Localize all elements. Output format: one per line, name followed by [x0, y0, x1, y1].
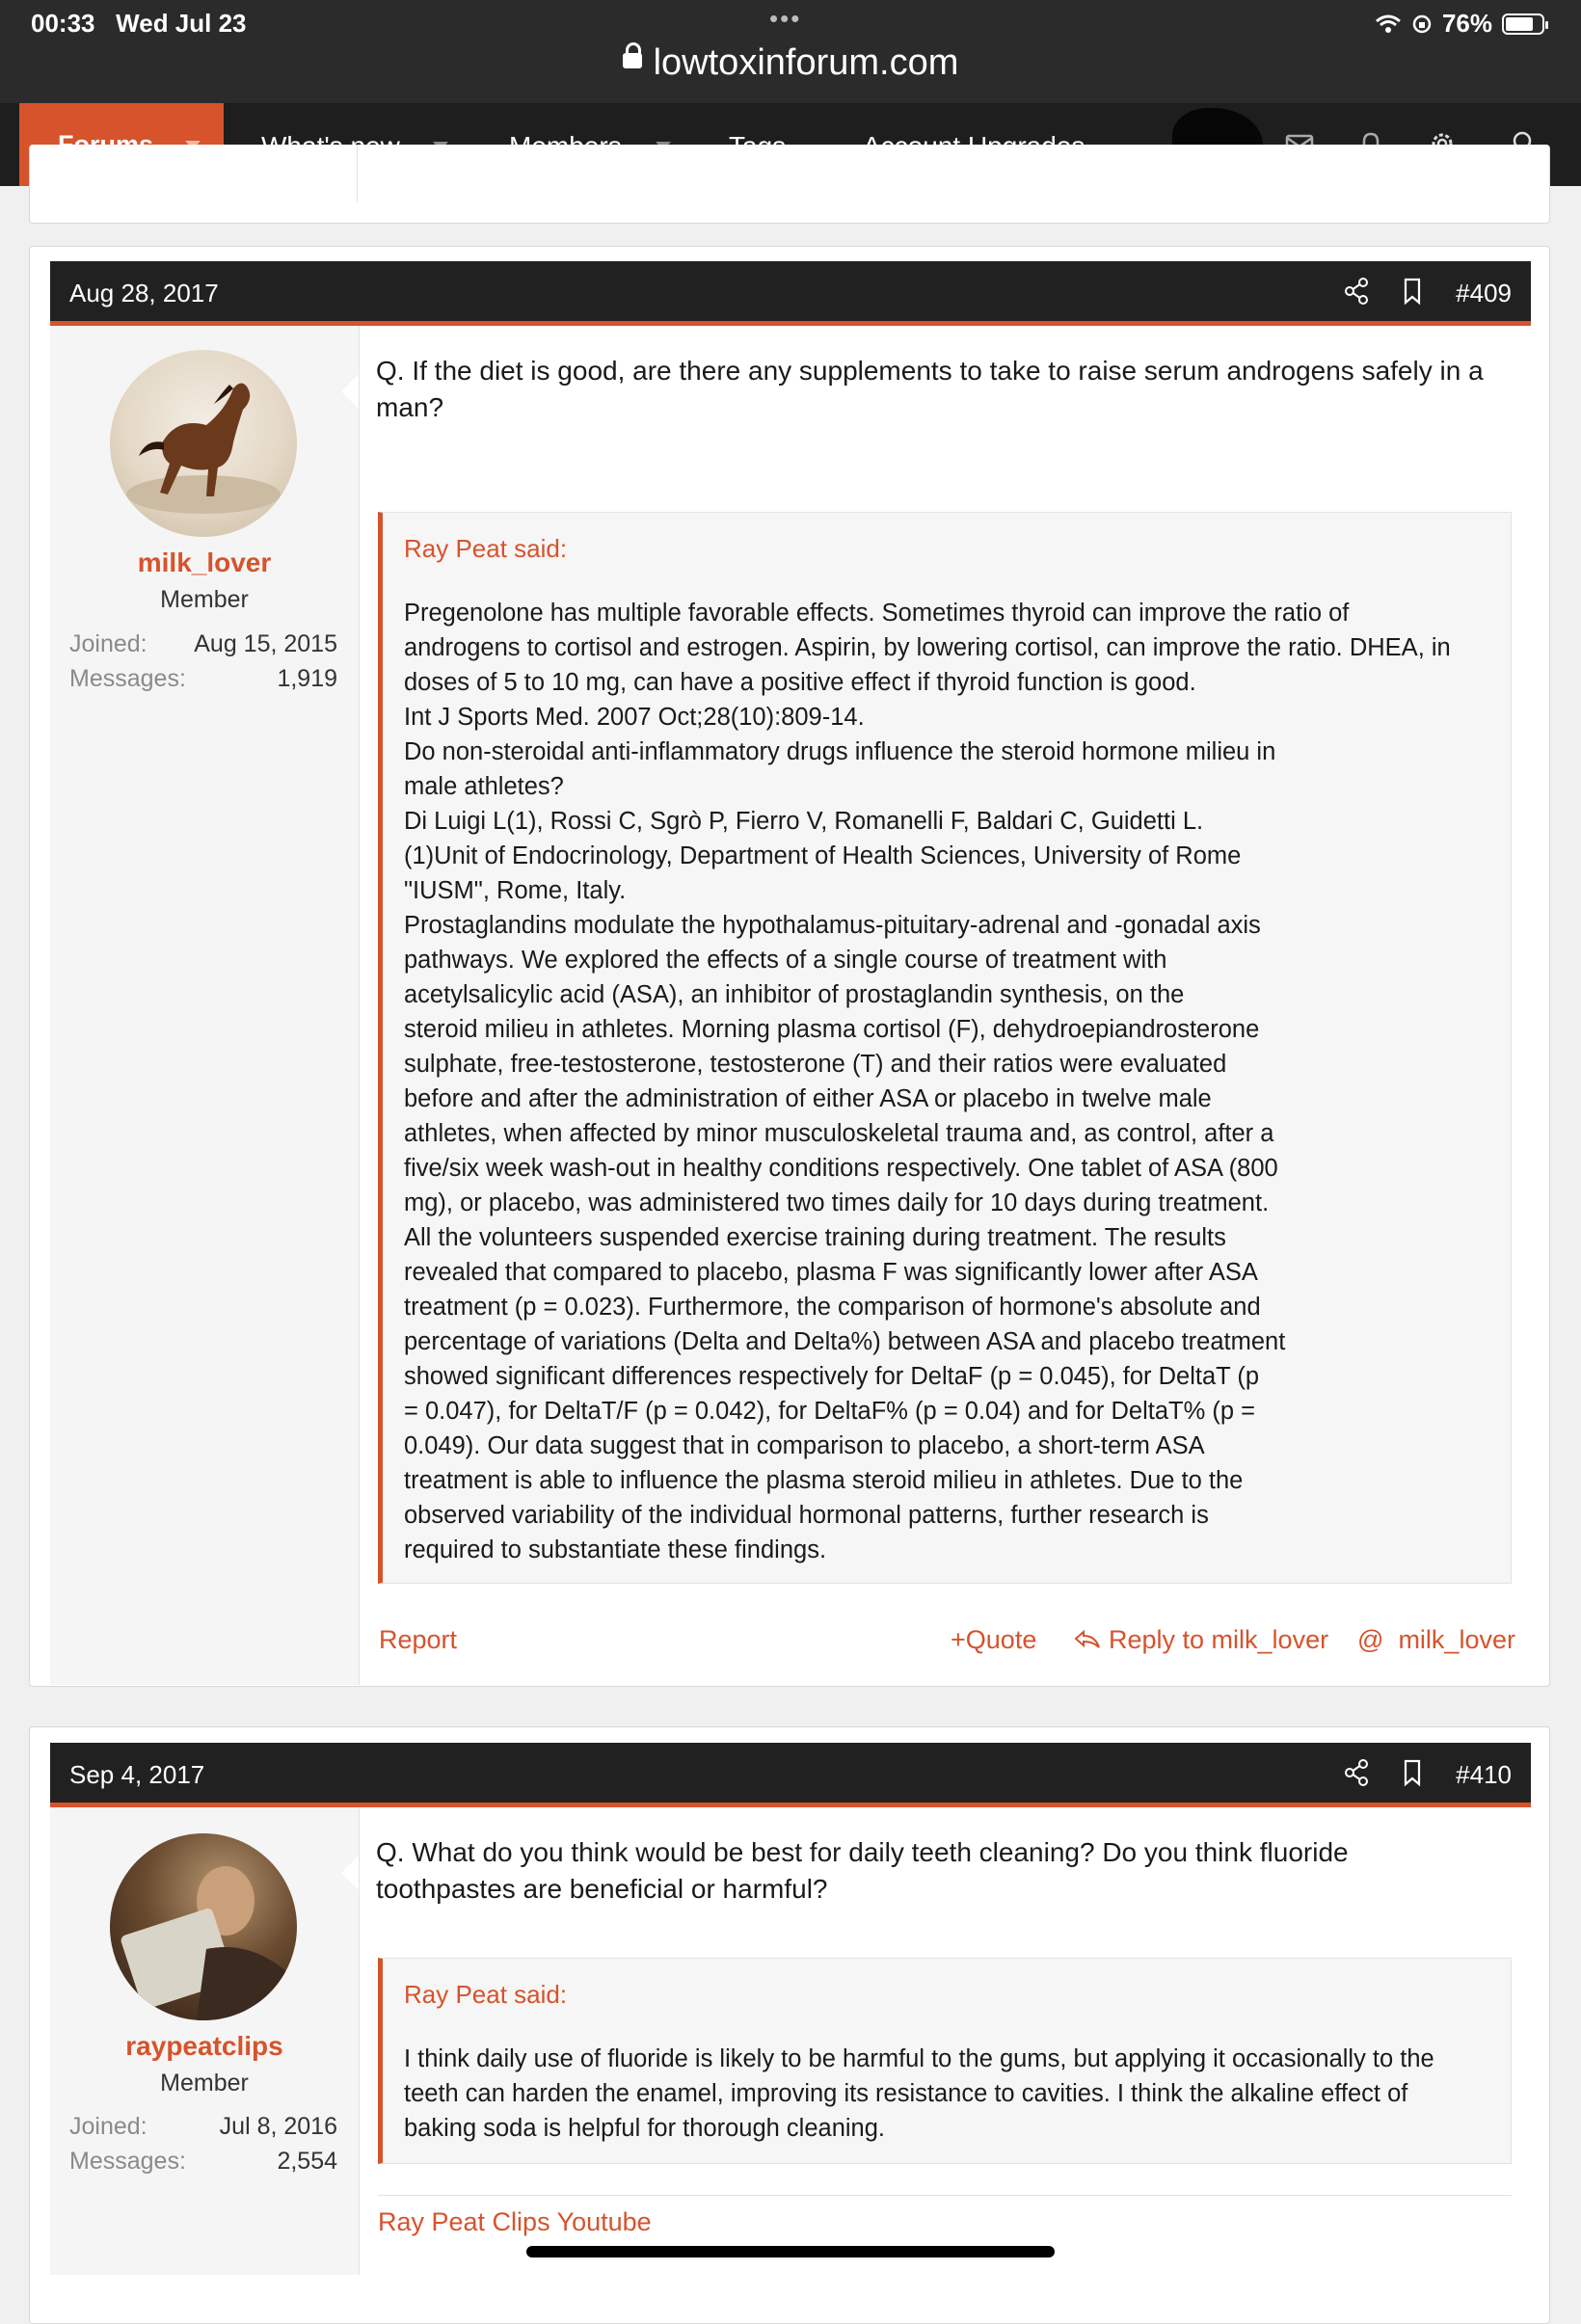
- post-date[interactable]: Aug 28, 2017: [69, 279, 219, 307]
- message-arrow: [341, 1856, 359, 1890]
- report-link[interactable]: Report: [379, 1625, 458, 1654]
- status-date: Wed Jul 23: [116, 9, 247, 38]
- quote-line: teeth can harden the enamel, improving its resistance to cavities. I think the alkaline effect of: [404, 2080, 1408, 2107]
- username[interactable]: raypeatclips: [125, 2031, 283, 2061]
- signature-link[interactable]: Ray Peat Clips Youtube: [378, 2207, 652, 2236]
- post-question: Q. If the diet is good, are there any supplements to take to raise serum androgens safely in a man?: [376, 356, 1484, 422]
- at-icon: @: [1357, 1625, 1384, 1654]
- quote-line: = 0.047), for DeltaT/F (p = 0.042), for DeltaF% (p = 0.04) and for DeltaT% (p =: [404, 1398, 1255, 1425]
- signature-divider: [378, 2195, 1512, 2196]
- quote-line: five/six week wash-out in healthy conditions respectively. One tablet of ASA (800: [404, 1155, 1278, 1182]
- post-date[interactable]: Sep 4, 2017: [69, 1760, 205, 1789]
- home-indicator[interactable]: [526, 2246, 1055, 2257]
- avatar[interactable]: [110, 1833, 297, 2020]
- quote-line: sulphate, free-testosterone, testosterone (T) and their ratios were evaluated: [404, 1051, 1227, 1078]
- bookmark-icon[interactable]: [1398, 276, 1427, 307]
- user-info-column: [50, 1807, 360, 2275]
- quote-line: revealed that compared to placebo, plasma F was significantly lower after ASA: [404, 1259, 1258, 1286]
- joined-date: Aug 15, 2015: [194, 630, 337, 657]
- user-title: Member: [160, 2070, 249, 2097]
- messages-count: 2,554: [277, 2148, 337, 2175]
- share-icon[interactable]: [1342, 276, 1371, 307]
- status-bar: [0, 0, 1581, 103]
- joined-label: Joined:: [69, 2113, 147, 2140]
- status-time: 00:33 Wed Jul 23: [31, 9, 247, 38]
- quote-line: treatment is able to influence the plasma steroid milieu in athletes. Due to the: [404, 1467, 1244, 1494]
- post-question: [376, 1834, 1514, 1908]
- quote-line: (1)Unit of Endocrinology, Department of Health Sciences, University of Rome: [404, 842, 1242, 869]
- bookmark-icon[interactable]: [1398, 1757, 1427, 1788]
- url-text: lowtoxinforum.com: [653, 42, 959, 83]
- status-indicators: [1375, 9, 1544, 39]
- user-info-column: [50, 326, 360, 1685]
- quote-line: baking soda is helpful for thorough cleaning.: [404, 2115, 886, 2142]
- plus-icon: +: [951, 1625, 966, 1654]
- quote-line: 0.049). Our data suggest that in comparison to placebo, a short-term ASA: [404, 1432, 1205, 1459]
- quote-line: Do non-steroidal anti-inflammatory drugs influence the steroid hormone milieu in: [404, 738, 1276, 765]
- horse-icon: [110, 350, 297, 537]
- mention-button[interactable]: @ milk_lover: [1357, 1625, 1515, 1654]
- rotation-lock-icon: [1411, 13, 1433, 35]
- portrait-photo: [110, 1833, 297, 2020]
- joined-label: Joined:: [69, 630, 147, 657]
- blockquote: [378, 512, 1512, 1584]
- reply-arrow-icon: [1074, 1629, 1101, 1650]
- quote-line: athletes, when affected by minor musculoskeletal trauma and, as control, after a: [404, 1120, 1274, 1147]
- post-number[interactable]: #409: [1456, 279, 1512, 307]
- quote-line: Pregenolone has multiple favorable effects. Sometimes thyroid can improve the ratio of: [404, 600, 1350, 627]
- messages-label: Messages:: [69, 2148, 186, 2175]
- avatar[interactable]: [110, 350, 297, 537]
- user-title: Member: [160, 586, 249, 613]
- username[interactable]: milk_lover: [137, 548, 272, 577]
- quote-line: "IUSM", Rome, Italy.: [404, 877, 627, 904]
- quote-button[interactable]: +Quote: [951, 1625, 1037, 1654]
- address-bar[interactable]: [0, 42, 1581, 84]
- quote-attribution[interactable]: Ray Peat said:: [404, 534, 568, 563]
- quote-body: [404, 2042, 1489, 2146]
- messages-label: Messages:: [69, 665, 186, 692]
- quote-line: percentage of variations (Delta and Delta%) between ASA and placebo treatment: [404, 1328, 1286, 1355]
- messages-count: 1,919: [277, 665, 337, 692]
- quote-line: androgens to cortisol and estrogen. Aspirin, by lowering cortisol, can improve the ratio. DHEA, in: [404, 634, 1451, 661]
- quote-line: I think daily use of fluoride is likely to be harmful to the gums, but applying it occasionally to the: [404, 2045, 1434, 2072]
- quote-line: doses of 5 to 10 mg, can have a positive effect if thyroid function is good.: [404, 669, 1196, 696]
- joined-date: Jul 8, 2016: [219, 2113, 337, 2140]
- quote-body: [404, 596, 1489, 1567]
- battery-percent: 76%: [1441, 9, 1492, 38]
- question-line: Q. What do you think would be best for daily teeth cleaning? Do you think fluoride: [376, 1837, 1349, 1867]
- share-icon[interactable]: [1342, 1757, 1371, 1788]
- quote-line: All the volunteers suspended exercise training during treatment. The results: [404, 1224, 1226, 1251]
- reply-button[interactable]: Reply to milk_lover: [1074, 1625, 1328, 1655]
- quote-line: steroid milieu in athletes. Morning plasma cortisol (F), dehydroepiandrosterone: [404, 1016, 1260, 1043]
- quote-line: observed variability of the individual hormonal patterns, further research is: [404, 1502, 1209, 1529]
- quote-line: Di Luigi L(1), Rossi C, Sgrò P, Fierro V, Romanelli F, Baldari C, Guidetti L.: [404, 808, 1204, 835]
- quote-attribution[interactable]: Ray Peat said:: [404, 1980, 568, 2009]
- quote-line: before and after the administration of either ASA or placebo in twelve male: [404, 1085, 1212, 1112]
- wifi-icon: [1375, 13, 1402, 35]
- message-arrow: [341, 374, 359, 409]
- blockquote: [378, 1958, 1512, 2164]
- quote-line: mg), or placebo, was administered two times daily for 10 days during treatment.: [404, 1189, 1270, 1216]
- quote-line: pathways. We explored the effects of a single course of treatment with: [404, 947, 1167, 974]
- quote-line: male athletes?: [404, 773, 564, 800]
- quote-line: acetylsalicylic acid (ASA), an inhibitor of prostaglandin synthesis, on the: [404, 981, 1185, 1008]
- previous-post-panel: [29, 145, 1550, 224]
- post-number[interactable]: #410: [1456, 1760, 1512, 1789]
- quote-line: Prostaglandins modulate the hypothalamus-pituitary-adrenal and -gonadal axis: [404, 912, 1261, 939]
- quote-line: treatment (p = 0.023). Furthermore, the comparison of hormone's absolute and: [404, 1294, 1261, 1321]
- battery-icon: [1502, 13, 1544, 35]
- post-header: [50, 1743, 1531, 1807]
- question-line: toothpastes are beneficial or harmful?: [376, 1874, 828, 1904]
- post-header: [50, 261, 1531, 326]
- quote-line: required to substantiate these findings.: [404, 1536, 827, 1563]
- lock-icon: [623, 53, 642, 68]
- tab-menu-dots-icon[interactable]: •••: [769, 4, 802, 33]
- quote-line: Int J Sports Med. 2007 Oct;28(10):809-14.: [404, 704, 865, 731]
- quote-line: showed significant differences respectively for DeltaF (p = 0.045), for DeltaT (p: [404, 1363, 1260, 1390]
